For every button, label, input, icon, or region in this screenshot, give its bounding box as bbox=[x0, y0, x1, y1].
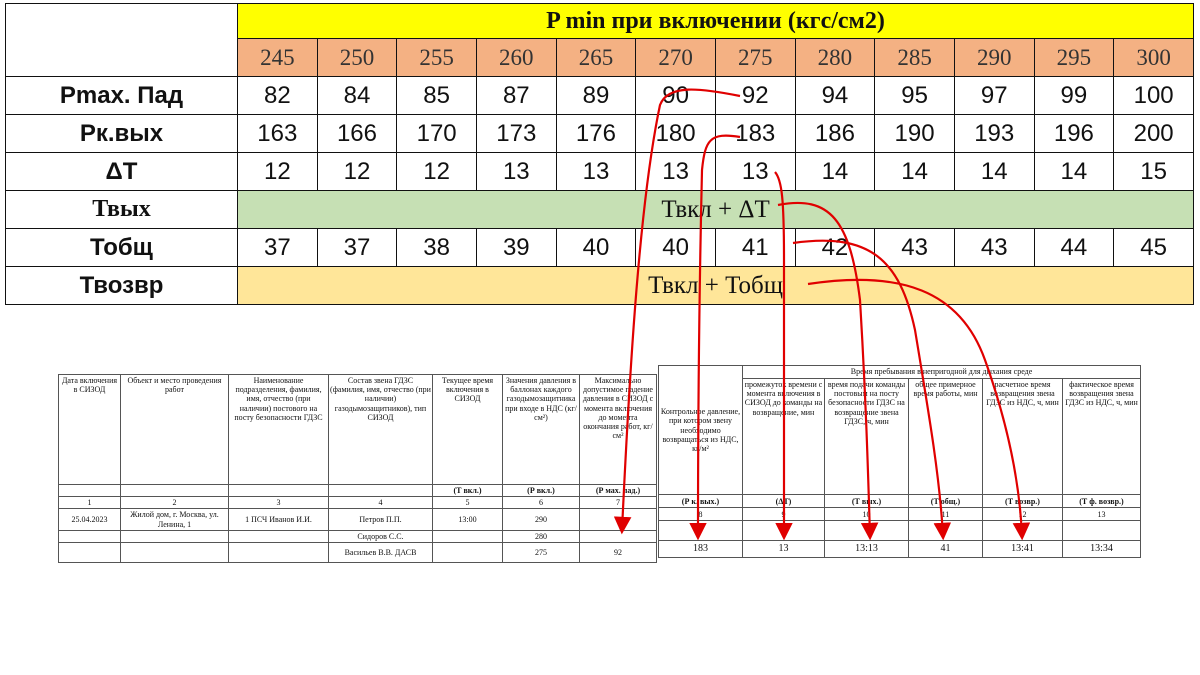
table-cell: 275 bbox=[503, 542, 580, 562]
value-cell: 99 bbox=[1034, 77, 1114, 115]
column-number-cell: 8 bbox=[659, 508, 743, 521]
table-row bbox=[59, 530, 657, 542]
value-cell: 12 bbox=[397, 153, 477, 191]
table-cell bbox=[433, 530, 503, 542]
value-cell: 89 bbox=[556, 77, 636, 115]
row-label-t-obsh: Тобщ bbox=[6, 229, 238, 267]
value-cell: 95 bbox=[875, 77, 955, 115]
value-cell: 84 bbox=[317, 77, 397, 115]
pressure-header-cell: 255 bbox=[397, 39, 477, 77]
table-row bbox=[6, 229, 1194, 267]
column-number-cell: 13 bbox=[1063, 508, 1141, 521]
table-row bbox=[6, 191, 1194, 229]
t-vozvr-formula: Твкл + Тобщ bbox=[238, 267, 1194, 305]
table-cell: Сидоров С.С. bbox=[329, 530, 433, 542]
value-cell: 13 bbox=[556, 153, 636, 191]
gdzs-log-right bbox=[658, 365, 1141, 558]
row-label-t-vozvr: Твозвр bbox=[6, 267, 238, 305]
value-cell: 14 bbox=[875, 153, 955, 191]
value-cell: 45 bbox=[1114, 229, 1194, 267]
value-cell: 12 bbox=[238, 153, 318, 191]
pressure-reference-table bbox=[5, 3, 1194, 305]
table-cell: 13:00 bbox=[433, 509, 503, 530]
symbol-cell: (Р вкл.) bbox=[503, 485, 580, 497]
value-cell: 12 bbox=[317, 153, 397, 191]
pressure-header-cell: 275 bbox=[715, 39, 795, 77]
table-cell: Васильев В.В. ДАСВ bbox=[329, 542, 433, 562]
pressure-header-cell: 270 bbox=[636, 39, 716, 77]
table-cell: 1 ПСЧ Иванов И.И. bbox=[229, 509, 329, 530]
corner-cell bbox=[6, 4, 238, 77]
value-cell: 40 bbox=[636, 229, 716, 267]
table-row bbox=[6, 115, 1194, 153]
header-cell: Максимально допустимое падение давления в СИЗОД с момента включения до момента окончания работ, кг/см² bbox=[580, 375, 657, 485]
value-cell: 94 bbox=[795, 77, 875, 115]
table-cell: Жилой дом, г. Москва, ул. Ленина, 1 bbox=[121, 509, 229, 530]
value-cell: 39 bbox=[476, 229, 556, 267]
value-cell: 43 bbox=[954, 229, 1034, 267]
value-cell: 82 bbox=[238, 77, 318, 115]
value-cell: 190 bbox=[875, 115, 955, 153]
value-cell: 90 bbox=[636, 77, 716, 115]
table-cell bbox=[580, 530, 657, 542]
header-row bbox=[59, 375, 657, 485]
pressure-header-cell: 265 bbox=[556, 39, 636, 77]
column-number-cell: 4 bbox=[329, 497, 433, 509]
symbol-cell bbox=[329, 485, 433, 497]
value-cell: 176 bbox=[556, 115, 636, 153]
row-label-t-vyh: Твых bbox=[6, 191, 238, 229]
row-label-pk-vyh: Рк.вых bbox=[6, 115, 238, 153]
table-row bbox=[6, 267, 1194, 305]
table-cell bbox=[59, 542, 121, 562]
column-number-row bbox=[59, 497, 657, 509]
gdzs-log-left bbox=[58, 374, 657, 563]
table-row bbox=[659, 521, 1141, 540]
header-cell: Дата включения в СИЗОД bbox=[59, 375, 121, 485]
value-cell: 13:41 bbox=[983, 540, 1063, 557]
table-cell: 280 bbox=[503, 530, 580, 542]
table-cell bbox=[229, 542, 329, 562]
value-cell: 173 bbox=[476, 115, 556, 153]
value-cell: 13:13 bbox=[825, 540, 909, 557]
table-cell bbox=[580, 509, 657, 530]
table-cell bbox=[121, 530, 229, 542]
value-cell: 37 bbox=[238, 229, 318, 267]
pressure-header-cell: 295 bbox=[1034, 39, 1114, 77]
value-cell: 183 bbox=[715, 115, 795, 153]
symbol-row bbox=[59, 485, 657, 497]
value-cell: 200 bbox=[1114, 115, 1194, 153]
column-number-row bbox=[659, 508, 1141, 521]
column-number-cell: 6 bbox=[503, 497, 580, 509]
header-cell: Значения давления в баллонах каждого газодымозащитника при входе в НДС (кг/см²) bbox=[503, 375, 580, 485]
pressure-header-cell: 250 bbox=[317, 39, 397, 77]
header-cell: Наименование подразделения, фамилия, имя, отчество (при наличии) постового на посту безопасности ГДЗС bbox=[229, 375, 329, 485]
table-title: P min при включении (кгс/см2) bbox=[238, 4, 1194, 39]
value-cell: 38 bbox=[397, 229, 477, 267]
value-cell: 14 bbox=[954, 153, 1034, 191]
row-label-delta-t: ΔТ bbox=[6, 153, 238, 191]
header-cell: время подачи команды постовым на посту безопасности ГДЗС на возвращение звена ГДЗС, ч, мин bbox=[825, 379, 909, 495]
table-cell: 25.04.2023 bbox=[59, 509, 121, 530]
header-cell: расчетное время возвращения звена ГДЗС из НДС, ч, мин bbox=[983, 379, 1063, 495]
value-cell: 85 bbox=[397, 77, 477, 115]
column-number-cell: 5 bbox=[433, 497, 503, 509]
value-cell: 170 bbox=[397, 115, 477, 153]
value-cell: 97 bbox=[954, 77, 1034, 115]
value-cell: 196 bbox=[1034, 115, 1114, 153]
symbol-cell: (Р мах. пад.) bbox=[580, 485, 657, 497]
table-cell: 290 bbox=[503, 509, 580, 530]
value-cell: 14 bbox=[1034, 153, 1114, 191]
header-cell: Состав звена ГДЗС (фамилия, имя, отчество (при наличии) газодымозащитников), тип СИЗОД bbox=[329, 375, 433, 485]
symbol-cell: (Т вкл.) bbox=[433, 485, 503, 497]
column-number-cell: 9 bbox=[743, 508, 825, 521]
value-cell: 180 bbox=[636, 115, 716, 153]
column-number-cell: 11 bbox=[909, 508, 983, 521]
table-cell bbox=[121, 542, 229, 562]
column-number-cell: 10 bbox=[825, 508, 909, 521]
value-cell: 13:34 bbox=[1063, 540, 1141, 557]
symbol-cell: (Т возвр.) bbox=[983, 495, 1063, 508]
symbol-row bbox=[659, 495, 1141, 508]
pressure-header-cell: 245 bbox=[238, 39, 318, 77]
value-cell: 40 bbox=[556, 229, 636, 267]
symbol-cell bbox=[229, 485, 329, 497]
value-cell: 100 bbox=[1114, 77, 1194, 115]
header-cell: общее примерное время работы, мин bbox=[909, 379, 983, 495]
symbol-cell: (Р к. вых.) bbox=[659, 495, 743, 508]
column-number-cell: 7 bbox=[580, 497, 657, 509]
table-cell bbox=[59, 530, 121, 542]
pressure-header-cell: 280 bbox=[795, 39, 875, 77]
pressure-header-cell: 300 bbox=[1114, 39, 1194, 77]
header-cell: Контрольное давление, при котором звену необходимо возвращаться из НДС, кг/м² bbox=[659, 366, 743, 495]
value-cell: 43 bbox=[875, 229, 955, 267]
t-vyh-formula: Твкл + ΔТ bbox=[238, 191, 1194, 229]
symbol-cell: (Т общ.) bbox=[909, 495, 983, 508]
table-row bbox=[6, 77, 1194, 115]
value-cell: 13 bbox=[476, 153, 556, 191]
value-cell: 13 bbox=[743, 540, 825, 557]
value-cell: 14 bbox=[795, 153, 875, 191]
symbol-cell bbox=[59, 485, 121, 497]
column-number-cell: 1 bbox=[59, 497, 121, 509]
value-cell: 41 bbox=[715, 229, 795, 267]
header-cell: Объект и место проведения работ bbox=[121, 375, 229, 485]
value-cell: 186 bbox=[795, 115, 875, 153]
table-cell bbox=[433, 542, 503, 562]
pressure-header-cell: 285 bbox=[875, 39, 955, 77]
value-cell: 15 bbox=[1114, 153, 1194, 191]
symbol-cell: (Т ф. возвр.) bbox=[1063, 495, 1141, 508]
column-number-cell: 3 bbox=[229, 497, 329, 509]
value-cell: 193 bbox=[954, 115, 1034, 153]
column-number-cell: 2 bbox=[121, 497, 229, 509]
group-header: Время пребывания в непригодной для дыхания среде bbox=[743, 366, 1141, 379]
value-cell: 13 bbox=[636, 153, 716, 191]
pressure-header-cell: 260 bbox=[476, 39, 556, 77]
row-label-pmax: Pmax. Пад bbox=[6, 77, 238, 115]
value-cell: 44 bbox=[1034, 229, 1114, 267]
value-cell: 183 bbox=[659, 540, 743, 557]
table-cell: 92 bbox=[580, 542, 657, 562]
value-cell: 92 bbox=[715, 77, 795, 115]
value-cell: 13 bbox=[715, 153, 795, 191]
pressure-header-cell: 290 bbox=[954, 39, 1034, 77]
column-number-cell: 12 bbox=[983, 508, 1063, 521]
symbol-cell: (ΔТ) bbox=[743, 495, 825, 508]
table-cell bbox=[229, 530, 329, 542]
value-cell: 41 bbox=[909, 540, 983, 557]
value-cell: 166 bbox=[317, 115, 397, 153]
header-cell: фактическое время возвращения звена ГДЗС из НДС, ч, мин bbox=[1063, 379, 1141, 495]
value-cell: 163 bbox=[238, 115, 318, 153]
values-row bbox=[659, 540, 1141, 557]
table-row bbox=[59, 509, 657, 530]
value-cell: 37 bbox=[317, 229, 397, 267]
table-cell: Петров П.П. bbox=[329, 509, 433, 530]
header-cell: промежуток времени с момента включения в СИЗОД до команды на возвращение, мин bbox=[743, 379, 825, 495]
header-cell: Текущее время включения в СИЗОД bbox=[433, 375, 503, 485]
table-row bbox=[59, 542, 657, 562]
symbol-cell: (Т вых.) bbox=[825, 495, 909, 508]
table-row bbox=[6, 153, 1194, 191]
value-cell: 42 bbox=[795, 229, 875, 267]
symbol-cell bbox=[121, 485, 229, 497]
value-cell: 87 bbox=[476, 77, 556, 115]
